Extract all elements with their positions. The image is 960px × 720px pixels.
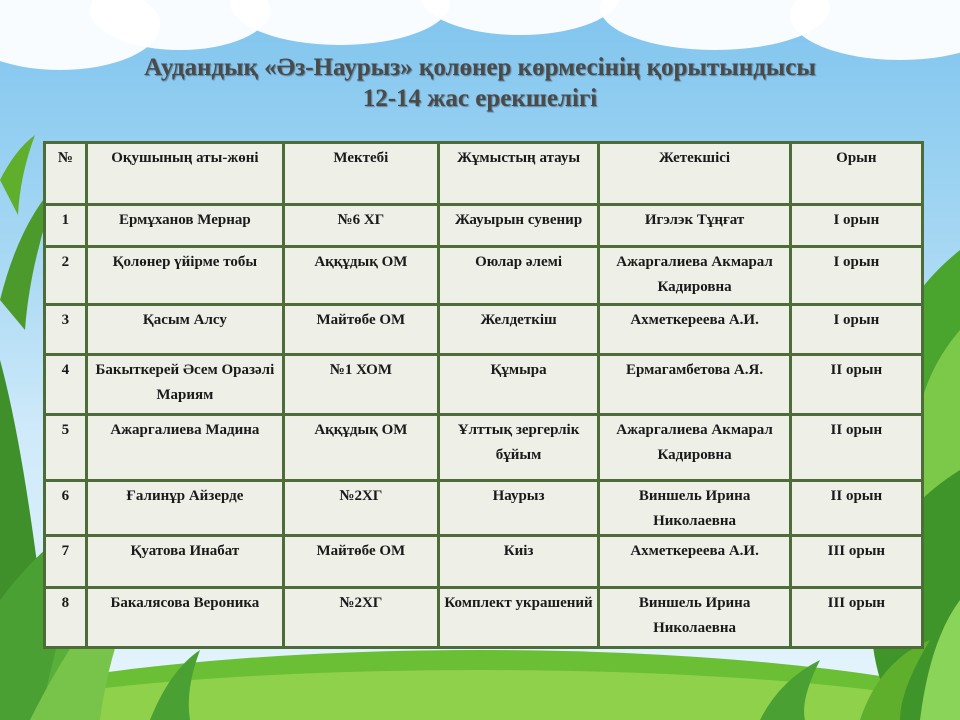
header-work-title: Жұмыстың атауы [438, 143, 599, 205]
header-student-name: Оқушының аты-жөні [86, 143, 283, 205]
header-school: Мектебі [284, 143, 439, 205]
cell-work: Желдеткіш [438, 305, 599, 355]
cell-name: Қасым Алсу [86, 305, 283, 355]
cell-school: Майтөбе ОМ [284, 305, 439, 355]
cell-place: III орын [790, 536, 922, 588]
cell-school: Аққұдық ОМ [284, 247, 439, 305]
cell-place: II орын [790, 481, 922, 536]
table-row [45, 588, 923, 648]
cell-place: I орын [790, 205, 922, 247]
cell-school: Майтөбе ОМ [284, 536, 439, 588]
cell-school: Аққұдық ОМ [284, 415, 439, 481]
cell-num: 1 [45, 205, 87, 247]
cell-leader: Ермагамбетова А.Я. [599, 355, 790, 415]
cell-num: 7 [45, 536, 87, 588]
table-row [45, 247, 923, 305]
cell-num: 8 [45, 588, 87, 648]
cell-work: Оюлар әлемі [438, 247, 599, 305]
table-row [45, 536, 923, 588]
cell-name: Қолөнер үйірме тобы [86, 247, 283, 305]
cell-leader: Ахметкереева А.И. [599, 305, 790, 355]
cell-num: 3 [45, 305, 87, 355]
table-header-row [45, 143, 923, 205]
table-row [45, 305, 923, 355]
cell-school: №2ХГ [284, 588, 439, 648]
cell-leader: Ажаргалиева Акмарал Кадировна [599, 415, 790, 481]
cell-school: №2ХГ [284, 481, 439, 536]
cell-name: Бакалясова Вероника [86, 588, 283, 648]
cell-work: Наурыз [438, 481, 599, 536]
cell-leader: Ажаргалиева Акмарал Кадировна [599, 247, 790, 305]
title-line-1: Аудандық «Әз-Наурыз» қолөнер көрмесінің қорытындысы [144, 54, 816, 81]
cell-school: №6 ХГ [284, 205, 439, 247]
cell-place: I орын [790, 247, 922, 305]
table-row [45, 205, 923, 247]
cell-work: Комплект украшений [438, 588, 599, 648]
cell-place: II орын [790, 415, 922, 481]
cell-work: Құмыра [438, 355, 599, 415]
cell-name: Бакыткерей Әсем Оразәлі Мариям [86, 355, 283, 415]
results-table [43, 141, 924, 649]
cell-num: 5 [45, 415, 87, 481]
cell-work: Киіз [438, 536, 599, 588]
cell-leader: Виншель Ирина Николаевна [599, 588, 790, 648]
table-row [45, 481, 923, 536]
table-row [45, 415, 923, 481]
cell-name: Ғалинұр Айзерде [86, 481, 283, 536]
cell-name: Қуатова Инабат [86, 536, 283, 588]
cell-leader: Виншель Ирина Николаевна [599, 481, 790, 536]
cell-leader: Игэлэк Тұңғат [599, 205, 790, 247]
cell-leader: Ахметкереева А.И. [599, 536, 790, 588]
cell-work: Ұлттық зергерлік бұйым [438, 415, 599, 481]
cell-place: II орын [790, 355, 922, 415]
cell-num: 6 [45, 481, 87, 536]
header-place: Орын [790, 143, 922, 205]
cell-place: III орын [790, 588, 922, 648]
cell-school: №1 ХОМ [284, 355, 439, 415]
title-line-2: 12-14 жас ерекшелігі [362, 85, 598, 112]
cell-num: 2 [45, 247, 87, 305]
cell-name: Ермұханов Мернар [86, 205, 283, 247]
header-num: № [45, 143, 87, 205]
header-leader: Жетекшісі [599, 143, 790, 205]
page-title [0, 52, 960, 114]
table-row [45, 355, 923, 415]
cell-place: I орын [790, 305, 922, 355]
cell-name: Ажаргалиева Мадина [86, 415, 283, 481]
cell-num: 4 [45, 355, 87, 415]
cell-work: Жауырын сувенир [438, 205, 599, 247]
